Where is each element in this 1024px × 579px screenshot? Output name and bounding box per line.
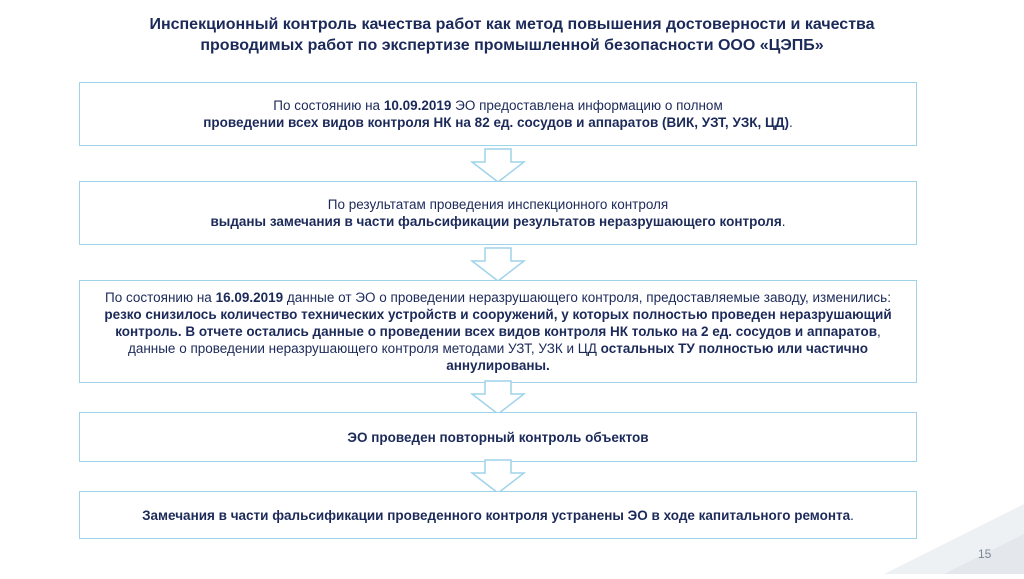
down-arrow-icon bbox=[470, 148, 526, 184]
text-bold: проведении всех видов контроля НК на 82 ед. сосудов и аппаратов (ВИК, УЗТ, УЗК, ЦД) bbox=[203, 115, 790, 130]
flow-step-5-line bbox=[142, 507, 854, 524]
flow-step-2-line-1: По результатам проведения инспекционного контроля bbox=[327, 197, 669, 212]
slide-title-line-2: проводимых работ по экспертизе промышленной безопасности ООО «ЦЭПБ» bbox=[200, 37, 824, 54]
text-bold: остальных ТУ полностью или частично аннулированы. bbox=[446, 341, 869, 373]
down-arrow-icon bbox=[470, 247, 526, 283]
flow-step-3 bbox=[79, 280, 917, 383]
slide-title bbox=[60, 14, 964, 56]
flow-step-2-line-2 bbox=[210, 213, 785, 230]
text: По состоянию на bbox=[105, 290, 216, 305]
text: . bbox=[850, 507, 854, 523]
text: . bbox=[781, 214, 786, 229]
flow-step-1 bbox=[79, 82, 917, 146]
text: По состоянию на bbox=[273, 98, 384, 113]
text: ЭО предоставлена информацию о полном bbox=[451, 98, 723, 113]
page-number: 15 bbox=[978, 547, 992, 561]
text: , данные о проведении неразрушающего контроля методами УЗТ, УЗК и ЦД bbox=[127, 324, 881, 356]
flow-step-1-line-2 bbox=[203, 114, 793, 131]
text-bold: ЭО проведен повторный контроль объектов bbox=[347, 429, 649, 445]
text-bold: Замечания в части фальсификации проведенного контроля устранены ЭО в ходе капитального ремонта bbox=[142, 507, 851, 523]
date: 16.09.2019 bbox=[215, 290, 284, 305]
flow-step-2 bbox=[79, 181, 917, 245]
flow-step-3-paragraph bbox=[92, 289, 904, 374]
date: 10.09.2019 bbox=[383, 98, 452, 113]
text: . bbox=[789, 115, 793, 130]
down-arrow-icon bbox=[470, 459, 526, 495]
text-bold: выданы замечания в части фальсификации результатов неразрушающего контроля bbox=[210, 214, 782, 229]
flow-step-4 bbox=[79, 412, 917, 462]
flow-step-1-line-1 bbox=[273, 97, 722, 114]
flow-step-5 bbox=[79, 491, 917, 539]
down-arrow-icon bbox=[470, 380, 526, 416]
flow-step-4-line bbox=[347, 429, 648, 446]
text: данные от ЭО о проведении неразрушающего контроля, предоставляемые заводу, изменились: bbox=[283, 290, 891, 305]
decorative-corner bbox=[794, 494, 1024, 574]
slide-title-line-1: Инспекционный контроль качества работ как метод повышения достоверности и качества bbox=[149, 16, 875, 33]
text-bold: резко снизилось количество технических устройств и сооружений, у которых полностью проведен неразрушающий контроль. В отчете остались данные о проведении всех видов контроля НК только на 2 ед. сосудов и аппаратов bbox=[104, 307, 892, 339]
